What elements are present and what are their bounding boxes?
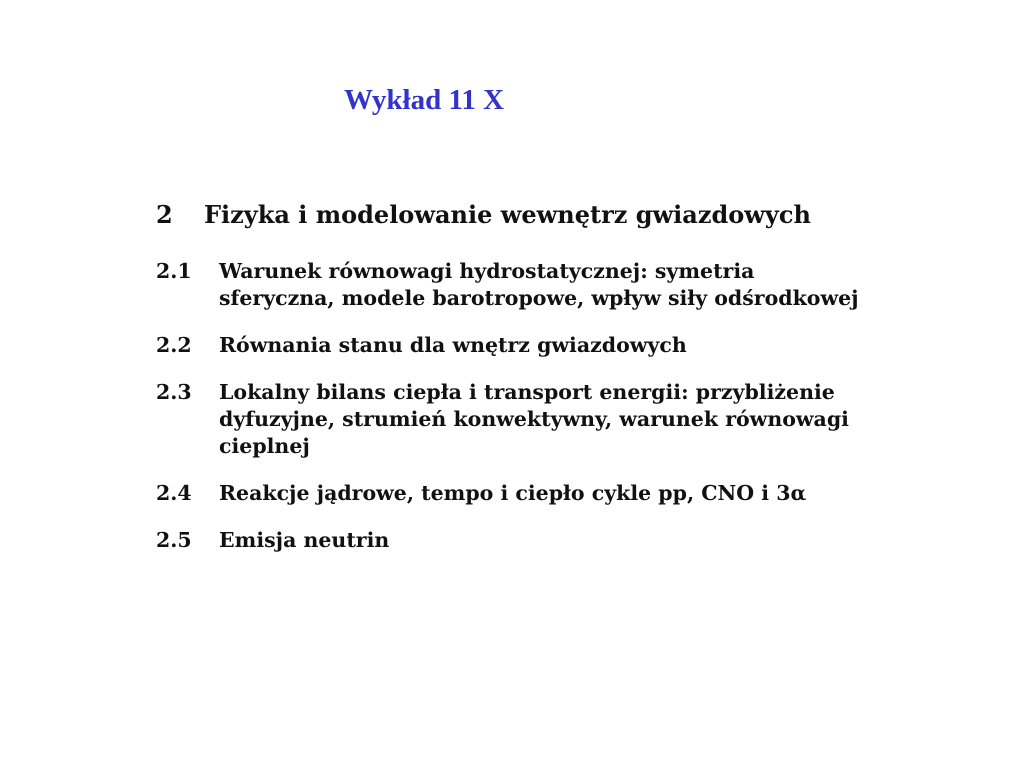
subsection-text: Warunek równowagi hydrostatycznej: symetria sferyczna, modele barotropowe, wpływ siły odśrodkowej [219,259,859,310]
subsection-text: Równania stanu dla wnętrz gwiazdowych [219,333,687,357]
subsection-number: 2.4 [156,481,192,505]
subsection-list [156,258,876,574]
subsection-item [156,332,876,359]
subsection-item [156,258,876,312]
subsection-number: 2.5 [156,528,192,552]
subsection-item [156,527,876,554]
subsection-number: 2.3 [156,380,192,404]
subsection-number: 2.2 [156,333,192,357]
subsection-text: Emisja neutrin [219,528,390,552]
section-number: 2 [156,200,173,229]
subsection-item [156,480,876,507]
slide-title: Wykład 11 X [344,84,505,116]
subsection-text: Reakcje jądrowe, tempo i ciepło cykle pp, CNO i 3α [219,481,807,505]
subsection-item [156,379,876,460]
subsection-number: 2.1 [156,259,192,283]
subsection-text: Lokalny bilans ciepła i transport energii: przybliżenie dyfuzyjne, strumień konwektywny, warunek równowagi cieplnej [219,380,849,458]
section-heading [156,200,811,229]
section-title: Fizyka i modelowanie wewnętrz gwiazdowych [204,200,811,229]
